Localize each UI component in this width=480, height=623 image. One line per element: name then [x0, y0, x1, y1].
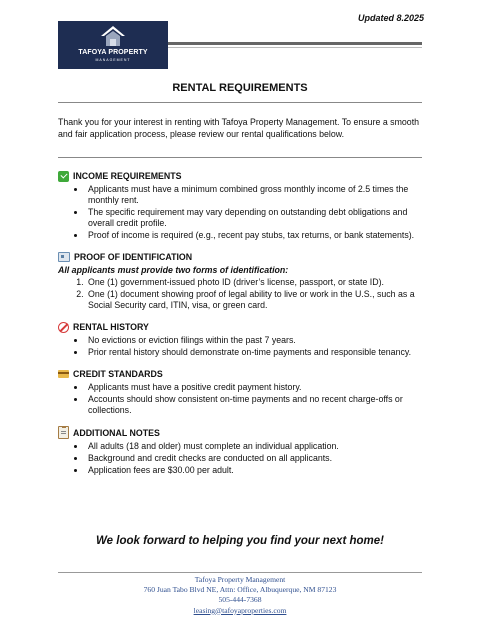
rental-history-list: [58, 335, 428, 358]
income-heading-text: INCOME REQUIREMENTS: [73, 171, 182, 181]
list-item: • The specific requirement may vary depending on outstanding debt obligations and overall credit profile.: [86, 207, 428, 229]
footer-email-link[interactable]: leasing@tafoyaproperties.com: [193, 605, 287, 615]
list-item: • Background and credit checks are conducted on all applicants.: [86, 453, 428, 464]
prohibited-icon: [58, 322, 69, 333]
list-item: • All adults (18 and older) must complete an individual application.: [86, 441, 428, 452]
footer-company: Tafoya Property Management: [194, 575, 286, 584]
rental-history-heading: [58, 321, 428, 333]
credit-section: [58, 368, 428, 416]
id-card-icon: [58, 252, 70, 262]
list-item: • Accounts should show consistent on-time payments and no recent charge-offs or collections.: [86, 394, 428, 416]
income-list: [58, 184, 428, 241]
additional-notes-section: [58, 426, 428, 476]
list-item: • No evictions or eviction filings within the past 7 years.: [86, 335, 428, 346]
closing-message: We look forward to helping you find your next home!: [96, 535, 384, 547]
list-item: • Applicants must have a minimum combined gross monthly income of 2.5 times the monthly rent.: [86, 184, 428, 206]
title-divider: [58, 102, 422, 103]
intro-divider: [58, 157, 422, 158]
house-logo-icon: [100, 25, 126, 47]
credit-card-icon: [58, 370, 69, 378]
footer-phone: 505-444-7368: [218, 595, 262, 605]
additional-notes-heading: [58, 426, 428, 439]
identification-heading: [58, 251, 428, 263]
identification-list: [58, 277, 428, 311]
credit-heading-text: CREDIT STANDARDS: [73, 369, 163, 379]
identification-subheading: All applicants must provide two forms of identification:: [58, 265, 289, 275]
footer-address: 760 Juan Tabo Blvd NE, Attn: Office, Albuquerque, NM 87123: [143, 585, 337, 595]
intro-paragraph: Thank you for your interest in renting with Tafoya Property Management. To ensure a smooth and fair application process, please review our rental qualifications below.: [58, 117, 420, 139]
footer: [0, 575, 480, 616]
list-item: • Proof of income is required (e.g., recent pay stubs, tax returns, or bank statements).: [86, 230, 428, 241]
list-item: • Prior rental history should demonstrate on-time payments and responsible tenancy.: [86, 347, 428, 358]
additional-notes-list: [58, 441, 428, 476]
list-item: 2. One (1) document showing proof of legal ability to live or work in the U.S., such as a Social Security card, ITIN, visa, or green card.: [86, 289, 428, 311]
list-item: 1. One (1) government-issued photo ID (driver’s license, passport, or state ID).: [86, 277, 428, 288]
list-item: • Application fees are $30.00 per adult.: [86, 465, 428, 476]
page-title: RENTAL REQUIREMENTS: [172, 82, 308, 94]
additional-notes-heading-text: ADDITIONAL NOTES: [73, 427, 160, 438]
credit-list: [58, 382, 428, 416]
logo-tagline: MANAGEMENT: [95, 58, 131, 62]
header-divider: [168, 42, 422, 45]
list-item: • Applicants must have a positive credit payment history.: [86, 382, 428, 393]
header-divider-thin: [168, 47, 422, 48]
identification-section: [58, 251, 428, 311]
logo-name: TAFOYA PROPERTY: [78, 49, 148, 56]
income-heading: [58, 170, 428, 182]
rental-history-section: [58, 321, 428, 358]
rental-history-heading-text: RENTAL HISTORY: [73, 322, 149, 332]
updated-date: Updated 8.2025: [357, 13, 424, 23]
check-mark-icon: [58, 171, 69, 182]
identification-heading-text: PROOF OF IDENTIFICATION: [74, 252, 193, 262]
footer-divider: [58, 572, 422, 573]
company-logo: [58, 21, 168, 69]
credit-heading: [58, 368, 428, 380]
requirements-content: [58, 170, 428, 486]
income-section: [58, 170, 428, 241]
clipboard-icon: [58, 426, 69, 439]
